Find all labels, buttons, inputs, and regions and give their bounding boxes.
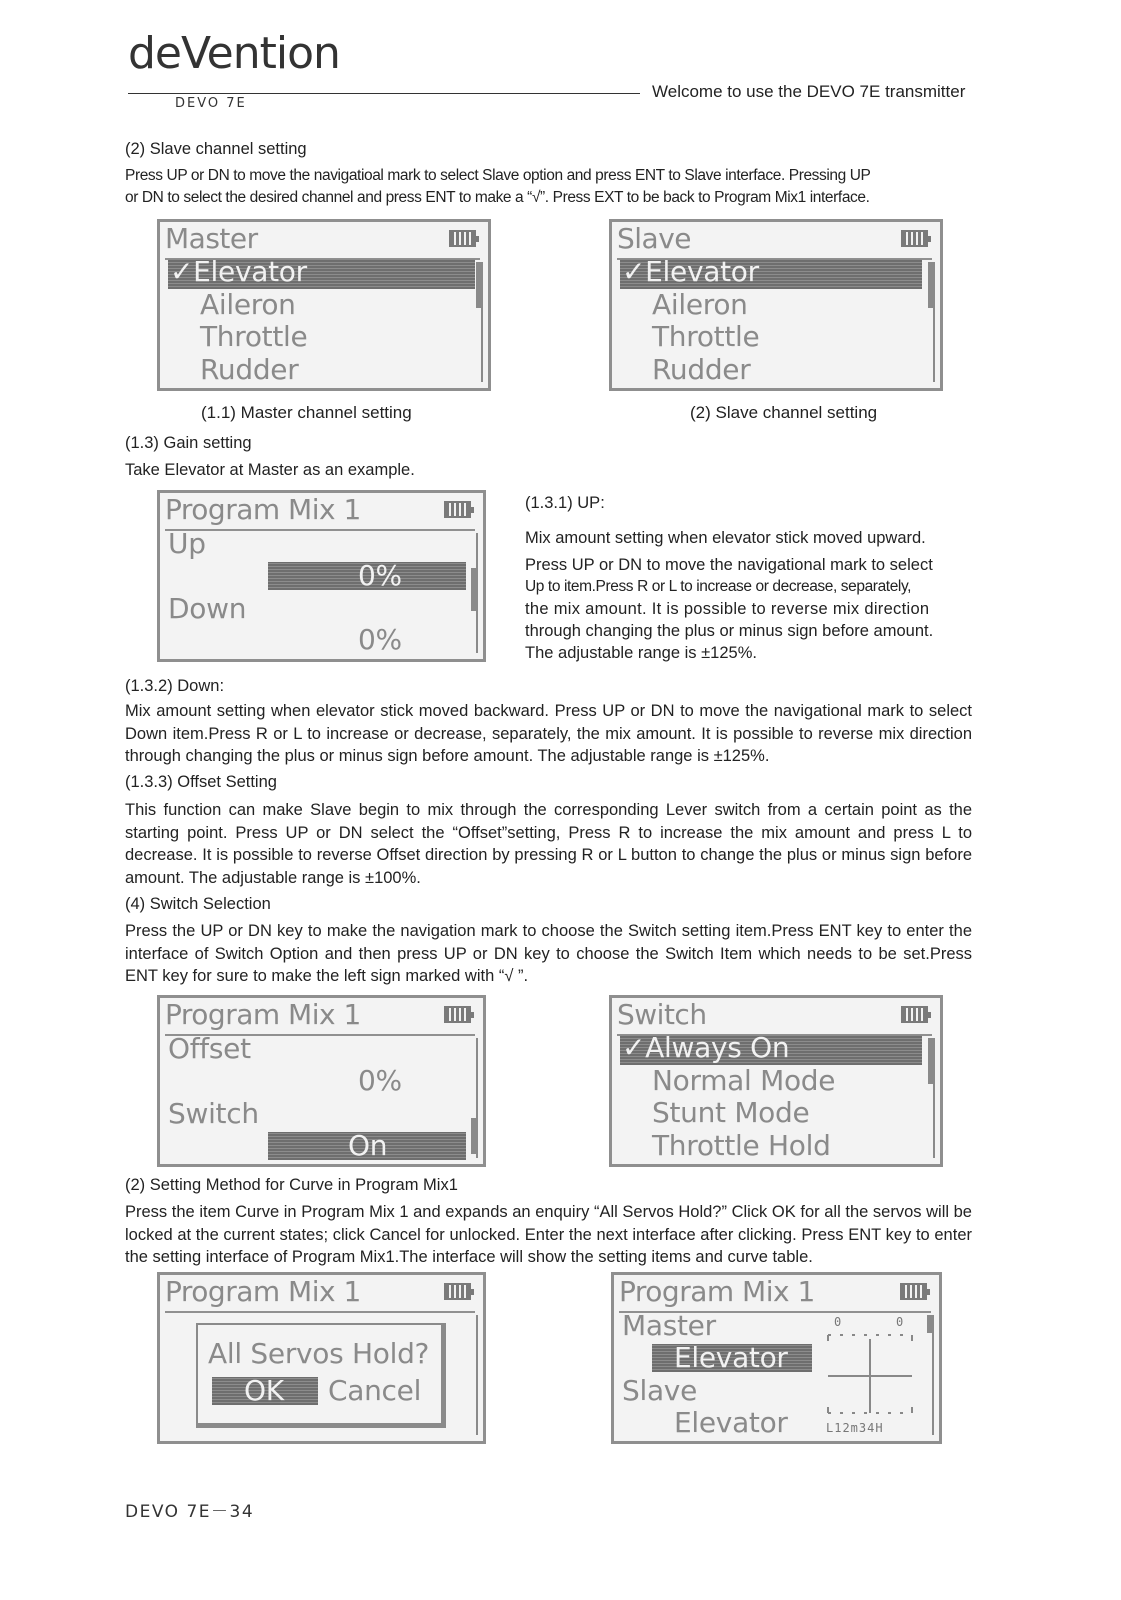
battery-icon <box>901 1006 928 1023</box>
battery-icon <box>444 1006 471 1023</box>
menu-item[interactable]: Throttle <box>200 320 308 353</box>
battery-icon <box>449 230 476 247</box>
menu-item[interactable]: Aileron <box>200 288 296 321</box>
lcd-divider <box>165 529 475 531</box>
ok-button[interactable]: OK <box>244 1374 284 1407</box>
menu-item[interactable]: Normal Mode <box>652 1064 836 1097</box>
menu-item[interactable]: ✓Always On <box>622 1031 790 1064</box>
lcd-slave-screen <box>609 219 943 391</box>
curve-top-mark-right: 0 <box>896 1315 904 1329</box>
gain-up-value[interactable]: 0% <box>358 559 402 592</box>
gain-down-value[interactable]: 0% <box>358 623 402 656</box>
switch-label: Switch <box>168 1097 259 1130</box>
lcd-switch-screen <box>609 995 943 1167</box>
battery-icon <box>444 501 471 518</box>
curve-table <box>824 1327 916 1425</box>
dialog-box <box>196 1323 446 1428</box>
menu-item[interactable]: Aileron <box>652 288 748 321</box>
lcd-offset-screen <box>157 995 486 1167</box>
header-title: Welcome to use the DEVO 7E transmitter <box>652 82 966 101</box>
lcd-gain-screen <box>157 490 486 662</box>
lcd-title: Master <box>165 222 258 255</box>
lcd-title: Program Mix 1 <box>165 998 361 1031</box>
section-heading-slave: (2) Slave channel setting <box>125 140 307 158</box>
gain-down-label: Down <box>168 592 247 625</box>
lcd-title: Switch <box>617 998 707 1031</box>
switch-value[interactable]: On <box>348 1129 388 1162</box>
scrollbar-track <box>481 262 483 382</box>
scrollbar-track <box>932 1315 934 1435</box>
lcd-title: Program Mix 1 <box>165 493 361 526</box>
brand-model: DEVO 7E <box>175 96 247 111</box>
curve-master-value[interactable]: Elevator <box>674 1341 788 1374</box>
curve-slave-label: Slave <box>622 1374 698 1407</box>
up-line3: Up to item.Press R or L to increase or decrease, separately, <box>525 578 912 595</box>
up-line6: The adjustable range is ±125%. <box>525 644 757 662</box>
menu-item[interactable]: ✓Elevator <box>622 255 759 288</box>
paragraph-curve: Press the item Curve in Program Mix 1 and expands an enquiry “All Servos Hold?” Click OK for all the servos will be locked at the current states; click Cancel for unlocked. Enter the next interface after clicking. Press ENT key to enter the setting interface of Program Mix1.The interface will show the setting items and curve table. <box>125 1203 972 1266</box>
caption-master: (1.1) Master channel setting <box>201 403 412 422</box>
section-heading-up: (1.3.1) UP: <box>525 494 605 512</box>
up-line5: through changing the plus or minus sign before amount. <box>525 622 934 640</box>
menu-item[interactable]: Throttle Hold <box>652 1129 831 1162</box>
header-rule <box>128 93 640 94</box>
paragraph-offset: This function can make Slave begin to mix through the corresponding Lever switch from a certain point as the starting point. Press UP or DN select the “Offset”setting, Press R to increase the mix amount and press L to decrease. It is possible to reverse Offset direction by pressing R or L button to change the plus or minus sign before amount. The adjustable range is ±100%. <box>125 801 972 887</box>
lcd-divider <box>165 1311 475 1313</box>
battery-icon <box>900 1283 927 1300</box>
curve-slave-value[interactable]: Elevator <box>674 1406 788 1439</box>
offset-label: Offset <box>168 1032 251 1065</box>
paragraph-slave-line2: or DN to select the desired channel and press ENT to make a “√”. Press EXT to be back to Program Mix1 interface. <box>125 189 870 206</box>
scrollbar-track <box>476 1315 478 1435</box>
section-heading-curve: (2) Setting Method for Curve in Program Mix1 <box>125 1176 458 1194</box>
battery-icon <box>901 230 928 247</box>
menu-item[interactable]: Rudder <box>200 353 299 386</box>
caption-slave: (2) Slave channel setting <box>690 403 878 422</box>
lcd-master-screen <box>157 219 491 391</box>
lcd-title: Program Mix 1 <box>165 1275 361 1308</box>
menu-item[interactable]: Throttle <box>652 320 760 353</box>
scrollbar-track <box>476 533 478 653</box>
lcd-title: Program Mix 1 <box>619 1275 815 1308</box>
menu-item[interactable]: Rudder <box>652 353 751 386</box>
up-line1: Mix amount setting when elevator stick moved upward. <box>525 529 926 547</box>
lcd-hold-screen <box>157 1272 486 1444</box>
scrollbar-track <box>476 1038 478 1158</box>
scrollbar-thumb <box>928 1038 933 1084</box>
scrollbar-track <box>933 1038 935 1158</box>
lcd-curve-screen <box>611 1272 942 1444</box>
paragraph-down: Mix amount setting when elevator stick moved backward. Press UP or DN to move the navigational mark to select Down item.Press R or L to increase or decrease, separately, the mix amount. It is possible to reverse mix direction through changing the plus or minus sign before amount. The adjustable range is ±125%. <box>125 702 972 765</box>
gain-up-label: Up <box>168 527 206 560</box>
scrollbar-thumb <box>927 1315 932 1333</box>
brand-logo: deVention <box>128 28 340 79</box>
cancel-button[interactable]: Cancel <box>328 1374 422 1407</box>
dialog-question: All Servos Hold? <box>208 1337 430 1370</box>
curve-point-labels: L12m34H <box>826 1421 884 1435</box>
section-heading-switch: (4) Switch Selection <box>125 895 271 913</box>
battery-icon <box>444 1283 471 1300</box>
scrollbar-thumb <box>471 568 476 611</box>
curve-master-label: Master <box>622 1309 716 1342</box>
section-heading-gain: (1.3) Gain setting <box>125 434 252 452</box>
page-number: DEVO 7E－34 <box>125 1502 255 1522</box>
menu-item[interactable]: ✓Elevator <box>170 255 307 288</box>
paragraph-slave-line1: Press UP or DN to move the navigatioal mark to select Slave option and press ENT to Slave interface. Pressing UP <box>125 167 871 184</box>
curve-top-mark-left: 0 <box>834 1315 842 1329</box>
scrollbar-thumb <box>476 262 481 308</box>
up-line2: Press UP or DN to move the navigational mark to select <box>525 556 933 574</box>
scrollbar-thumb <box>471 1118 476 1154</box>
offset-value[interactable]: 0% <box>358 1064 402 1097</box>
section-heading-offset: (1.3.3) Offset Setting <box>125 773 277 791</box>
menu-item[interactable]: Stunt Mode <box>652 1096 810 1129</box>
lcd-title: Slave <box>617 222 692 255</box>
paragraph-gain: Take Elevator at Master as an example. <box>125 461 415 479</box>
paragraph-switch: Press the UP or DN key to make the navigation mark to choose the Switch setting item.Press ENT key to enter the interface of Switch Option and then press UP or DN key to choose the Switch Item which needs to be set.Press ENT key for sure to make the left sign marked with “√ ”. <box>125 922 972 985</box>
scrollbar-track <box>933 262 935 382</box>
scrollbar-thumb <box>928 262 933 308</box>
section-heading-down: (1.3.2) Down: <box>125 677 225 695</box>
up-line4: the mix amount. It is possible to reverse mix direction <box>525 600 930 618</box>
